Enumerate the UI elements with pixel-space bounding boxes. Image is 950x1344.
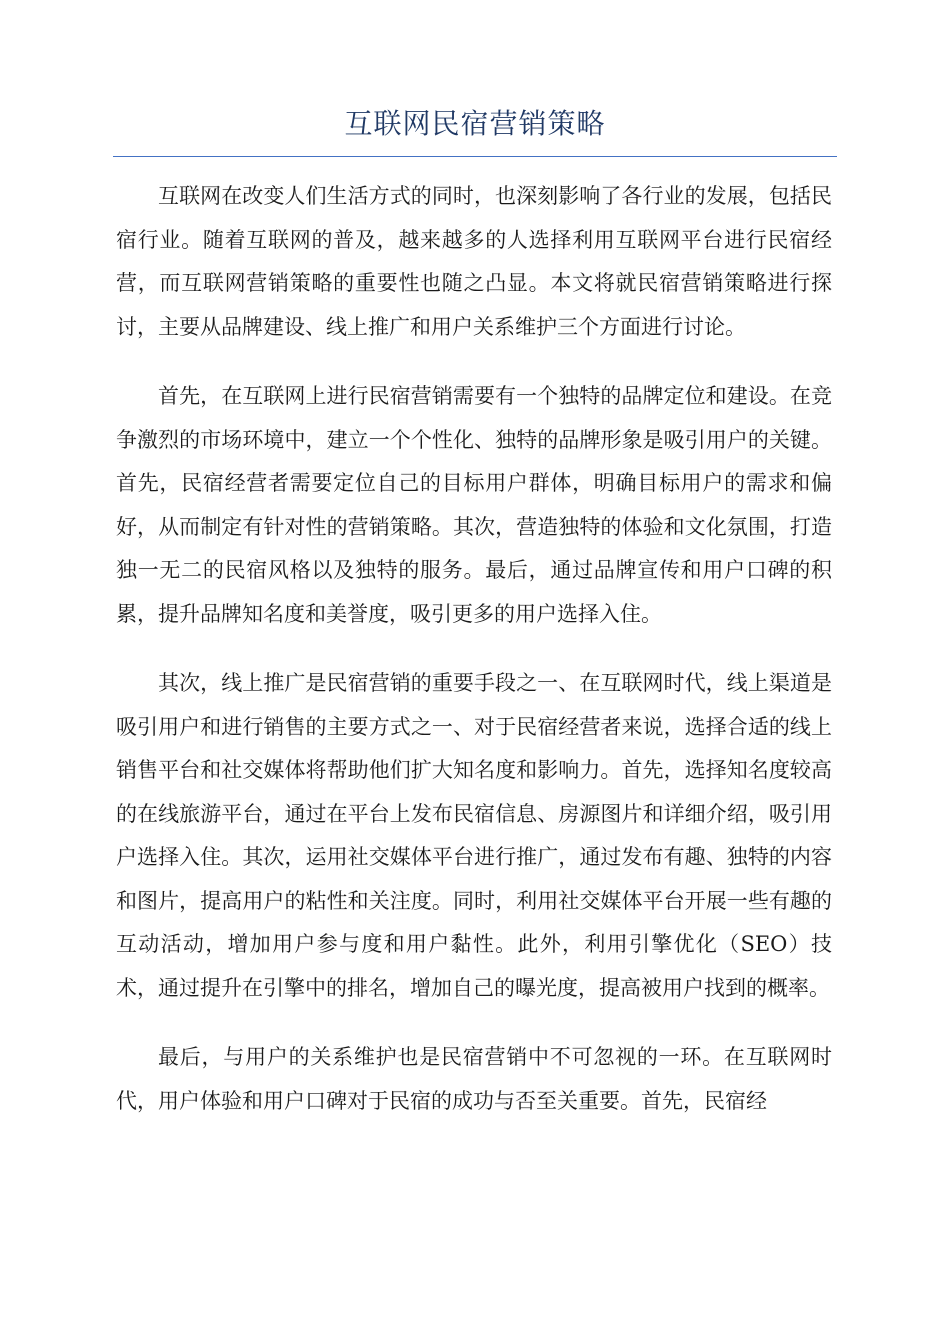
document-title: 互联网民宿营销策略 — [344, 107, 606, 140]
paragraph-intro: 互联网在改变人们生活方式的同时，也深刻影响了各行业的发展，包括民宿行业。随着互联网的普及，越来越多的人选择利用互联网平台进行民宿经营，而互联网营销策略的重要性也随之凸显。本文将就民宿营销策略进行探讨，主要从品牌建设、线上推广和用户关系维护三个方面进行讨论。 — [116, 184, 832, 339]
document-body — [116, 175, 832, 1149]
paragraph-online-promotion: 其次，线上推广是民宿营销的重要手段之一、在互联网时代，线上渠道是吸引用户和进行销售的主要方式之一、对于民宿经营者来说，选择合适的线上销售平台和社交媒体将帮助他们扩大知名度和影响力。首先，选择知名度较高的在线旅游平台，通过在平台上发布民宿信息、房源图片和详细介绍，吸引用户选择入住。其次，运用社交媒体平台进行推广，通过发布有趣、独特的内容和图片，提高用户的粘性和关注度。同时，利用社交媒体平台开展一些有趣的互动活动，增加用户参与度和用户黏性。此外，利用引擎优化（SEO）技术，通过提升在引擎中的排名，增加自己的曝光度，提高被用户找到的概率。 — [116, 671, 832, 1000]
paragraph-brand-building: 首先，在互联网上进行民宿营销需要有一个独特的品牌定位和建设。在竞争激烈的市场环境中，建立一个个性化、独特的品牌形象是吸引用户的关键。首先，民宿经营者需要定位自己的目标用户群体，明确目标用户的需求和偏好，从而制定有针对性的营销策略。其次，营造独特的体验和文化氛围，打造独一无二的民宿风格以及独特的服务。最后，通过品牌宣传和用户口碑的积累，提升品牌知名度和美誉度，吸引更多的用户选择入住。 — [116, 384, 832, 626]
paragraph-user-relations: 最后，与用户的关系维护也是民宿营销中不可忽视的一环。在互联网时代，用户体验和用户口碑对于民宿的成功与否至关重要。首先，民宿经 — [116, 1045, 832, 1113]
title-divider — [113, 156, 837, 157]
